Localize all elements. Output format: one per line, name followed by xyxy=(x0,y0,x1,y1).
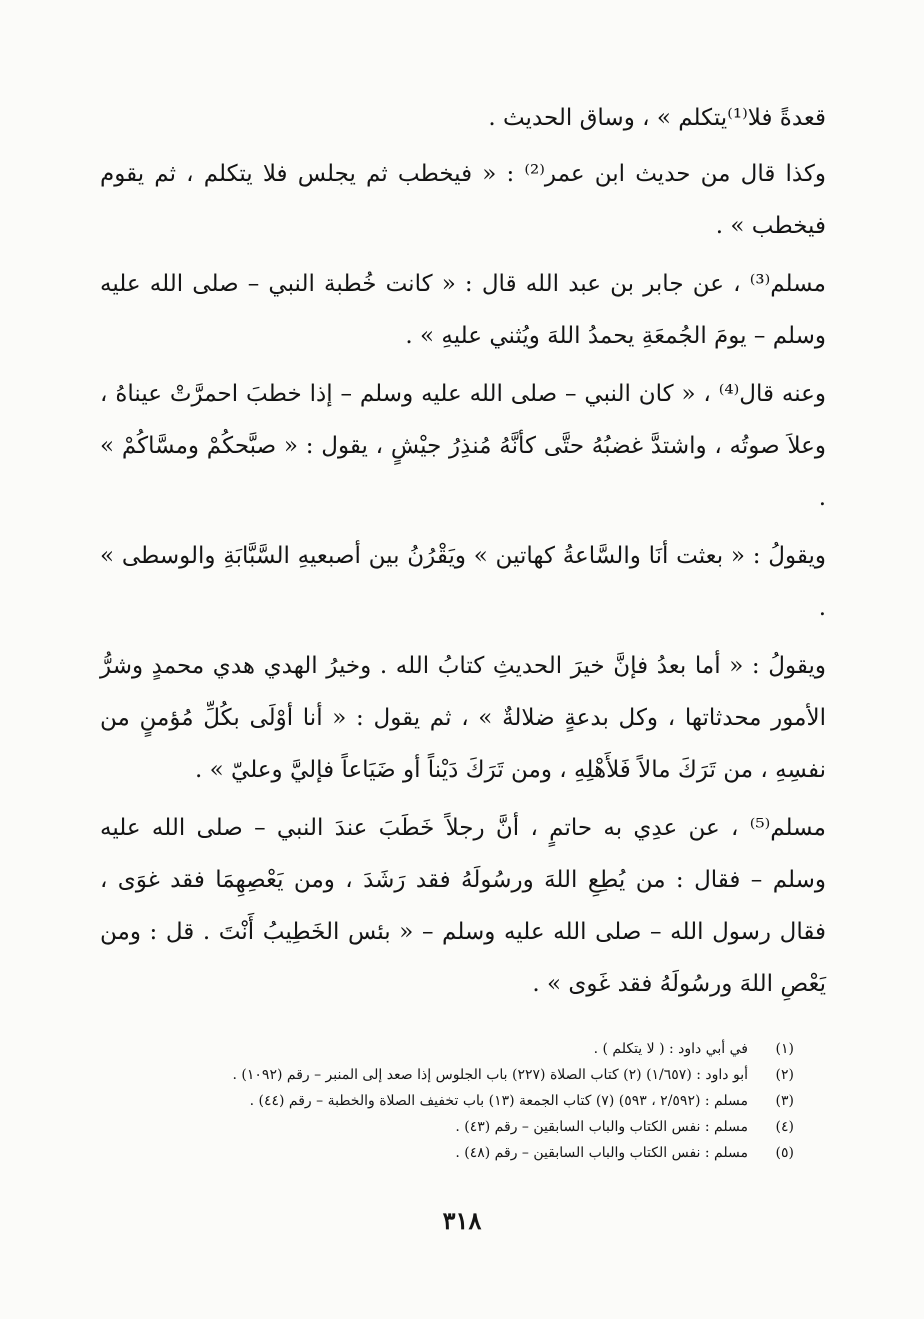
footnote-number: (٢) xyxy=(775,1067,794,1083)
paragraph: مسلم⁽³⁾ ، عن جابر بن عبد الله قال : « كانت خُطبة النبي – صلى الله عليه وسلم – يومَ الجُمعَةِ يحمدُ اللهَ ويُثني عليهِ » . xyxy=(100,271,826,349)
footnote xyxy=(100,1140,794,1166)
footnote-number: (٤) xyxy=(775,1119,794,1135)
footnote xyxy=(100,1062,794,1088)
footnote-text: مسلم : نفس الكتاب والباب السابقين – رقم (٤٨) . xyxy=(455,1145,748,1161)
paragraph: قعدةً فلا⁽¹⁾يتكلم » ، وساق الحديث . xyxy=(488,105,826,131)
footnote-number: (٥) xyxy=(775,1145,794,1161)
paragraph: ويقولُ : « أما بعدُ فإنَّ خيرَ الحديثِ كتابُ الله . وخيرُ الهدي هدي محمدٍ وشرُّ الأمور محدثاتها ، وكل بدعةٍ ضلالةٌ » ، ثم يقول : « أنا أوْلَى بكُلِّ مُؤمنٍ من نفسِهِ ، من تَرَكَ مالاً فَلأَهْلِهِ ، ومن تَرَكَ دَيْناً أو ضَيَاعاً فإليَّ وعليّ » . xyxy=(100,653,826,783)
paragraph: ويقولُ : « بعثت أنَا والسَّاعةُ كهاتين » ويَقْرُنُ بين أصبعيهِ السَّبَّابَةِ والوسطى » . xyxy=(100,543,826,621)
footnote xyxy=(100,1088,794,1114)
footnote-text: مسلم : نفس الكتاب والباب السابقين – رقم (٤٣) . xyxy=(455,1119,748,1135)
paragraph: وعنه قال⁽⁴⁾ ، « كان النبي – صلى الله عليه وسلم – إذا خطبَ احمرَّتْ عيناهُ ، وعلاَ صوتُه ، واشتدَّ غضبُهُ حتَّى كأنَّهُ مُنذِرُ جيْشٍ ، يقول : « صبَّحكُمْ ومسَّاكُمْ » . xyxy=(100,381,826,511)
page-number: ٣١٨ xyxy=(442,1206,482,1235)
footnote xyxy=(100,1114,794,1140)
footnote-text: أبو داود : (١/٦٥٧) (٢) كتاب الصلاة (٢٢٧) باب الجلوس إذا صعد إلى المنبر – رقم (١٠٩٢) . xyxy=(232,1067,748,1083)
main-text xyxy=(100,92,826,1016)
paragraph: وكذا قال من حديث ابن عمر⁽²⁾ : « فيخطب ثم يجلس فلا يتكلم ، ثم يقوم فيخطب » . xyxy=(100,161,826,239)
footnote-text: مسلم : (٢/٥٩٢ ، ٥٩٣) (٧) كتاب الجمعة (١٣) باب تخفيف الصلاة والخطبة – رقم (٤٤) . xyxy=(249,1093,748,1109)
footnote-text: في أبي داود : ( لا يتكلم ) . xyxy=(593,1041,748,1057)
footnote-number: (١) xyxy=(775,1041,794,1057)
footnote-number: (٣) xyxy=(775,1093,794,1109)
footnotes xyxy=(100,1036,794,1166)
paragraph: مسلم⁽⁵⁾ ، عن عدِي به حاتمٍ ، أنَّ رجلاً خَطَبَ عندَ النبي – صلى الله عليه وسلم – فقال : من يُطِعِ اللهَ ورسُولَهُ فقد رَشَدَ ، ومن يَعْصِهِمَا فقد غوَى ، فقال رسول الله – صلى الله عليه وسلم – « بئس الخَطِيبُ أَنْتَ . قل : ومن يَعْصِ اللهَ ورسُولَهُ فقد غَوى » . xyxy=(100,815,826,997)
footnote xyxy=(100,1036,794,1062)
